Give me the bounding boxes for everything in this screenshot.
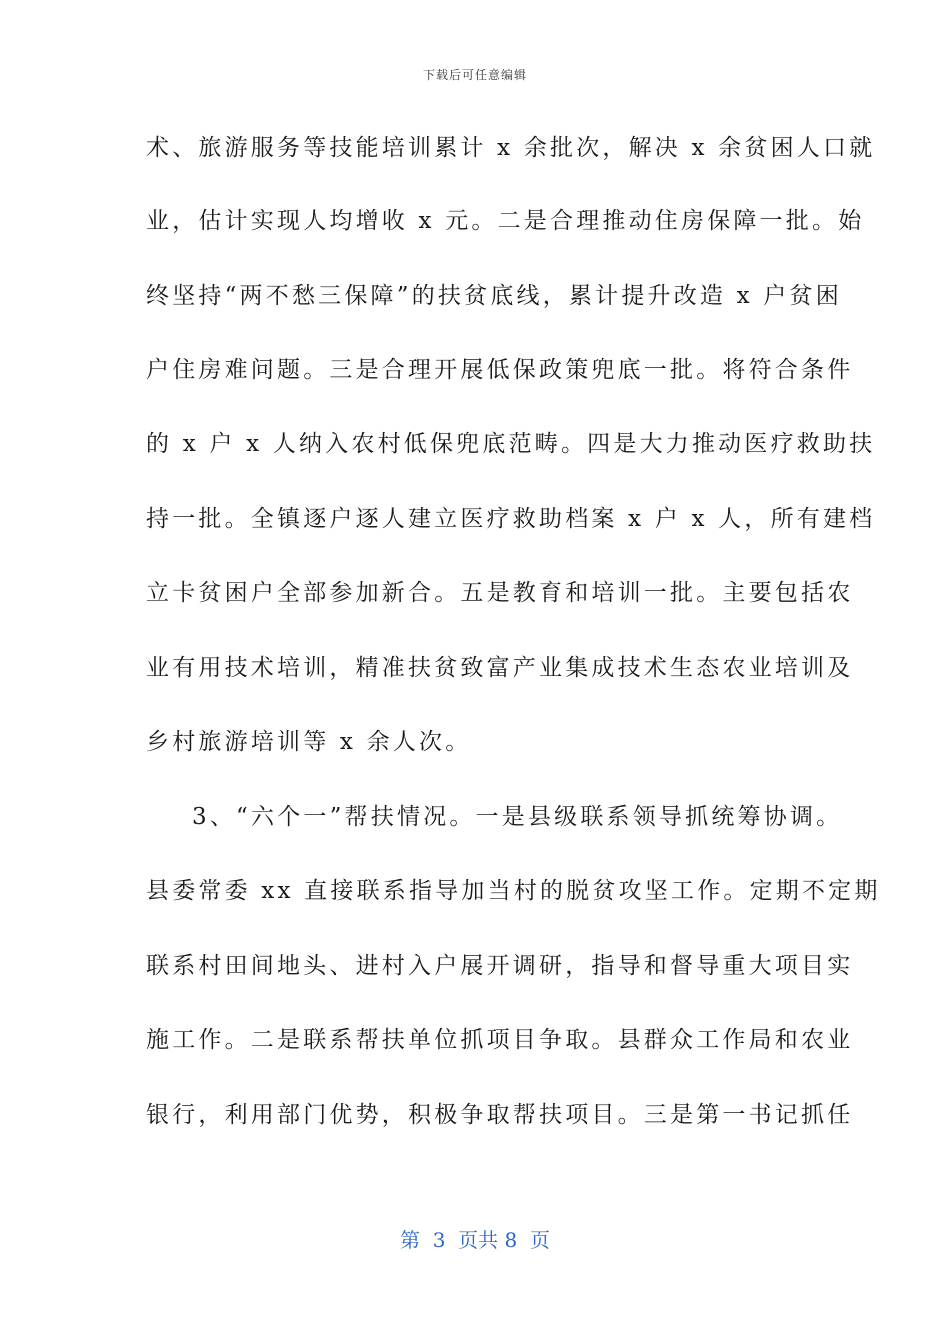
paragraph-2-line-5: 银行，利用部门优势，积极争取帮扶项目。三是第一书记抓任 [146,1102,854,1128]
paragraph-1-line-6: 持一批。全镇逐户逐人建立医疗救助档案 x 户 x 人，所有建档 [146,506,876,532]
paragraph-1-line-5: 的 x 户 x 人纳入农村低保兜底范畴。四是大力推动医疗救助扶 [146,431,876,457]
paragraph-1-line-9: 乡村旅游培训等 x 余人次。 [146,729,472,755]
page-header-note: 下载后可任意编辑 [422,68,527,82]
page-number-footer: 第 3 页共 8 页 [400,1228,550,1252]
paragraph-1-line-7: 立卡贫困户全部参加新合。五是教育和培训一批。主要包括农 [146,580,854,606]
paragraph-2-line-2: 县委常委 xx 直接联系指导加当村的脱贫攻坚工作。定期不定期 [146,878,881,904]
paragraph-1-line-8: 业有用技术培训，精准扶贫致富产业集成技术生态农业培训及 [146,655,854,681]
paragraph-1-line-1: 术、旅游服务等技能培训累计 x 余批次，解决 x 余贫困人口就 [146,135,876,161]
paragraph-2-line-1: 3、“六个一”帮扶情况。一是县级联系领导抓统筹协调。 [192,804,843,830]
paragraph-1-line-3: 终坚持“两不愁三保障”的扶贫底线，累计提升改造 x 户贫困 [146,283,842,309]
paragraph-2-line-3: 联系村田间地头、进村入户展开调研，指导和督导重大项目实 [146,953,854,979]
paragraph-1-line-4: 户住房难问题。三是合理开展低保政策兜底一批。将符合条件 [146,357,854,383]
paragraph-2-line-4: 施工作。二是联系帮扶单位抓项目争取。县群众工作局和农业 [146,1027,854,1053]
paragraph-1-line-2: 业，估计实现人均增收 x 元。二是合理推动住房保障一批。始 [146,208,865,234]
